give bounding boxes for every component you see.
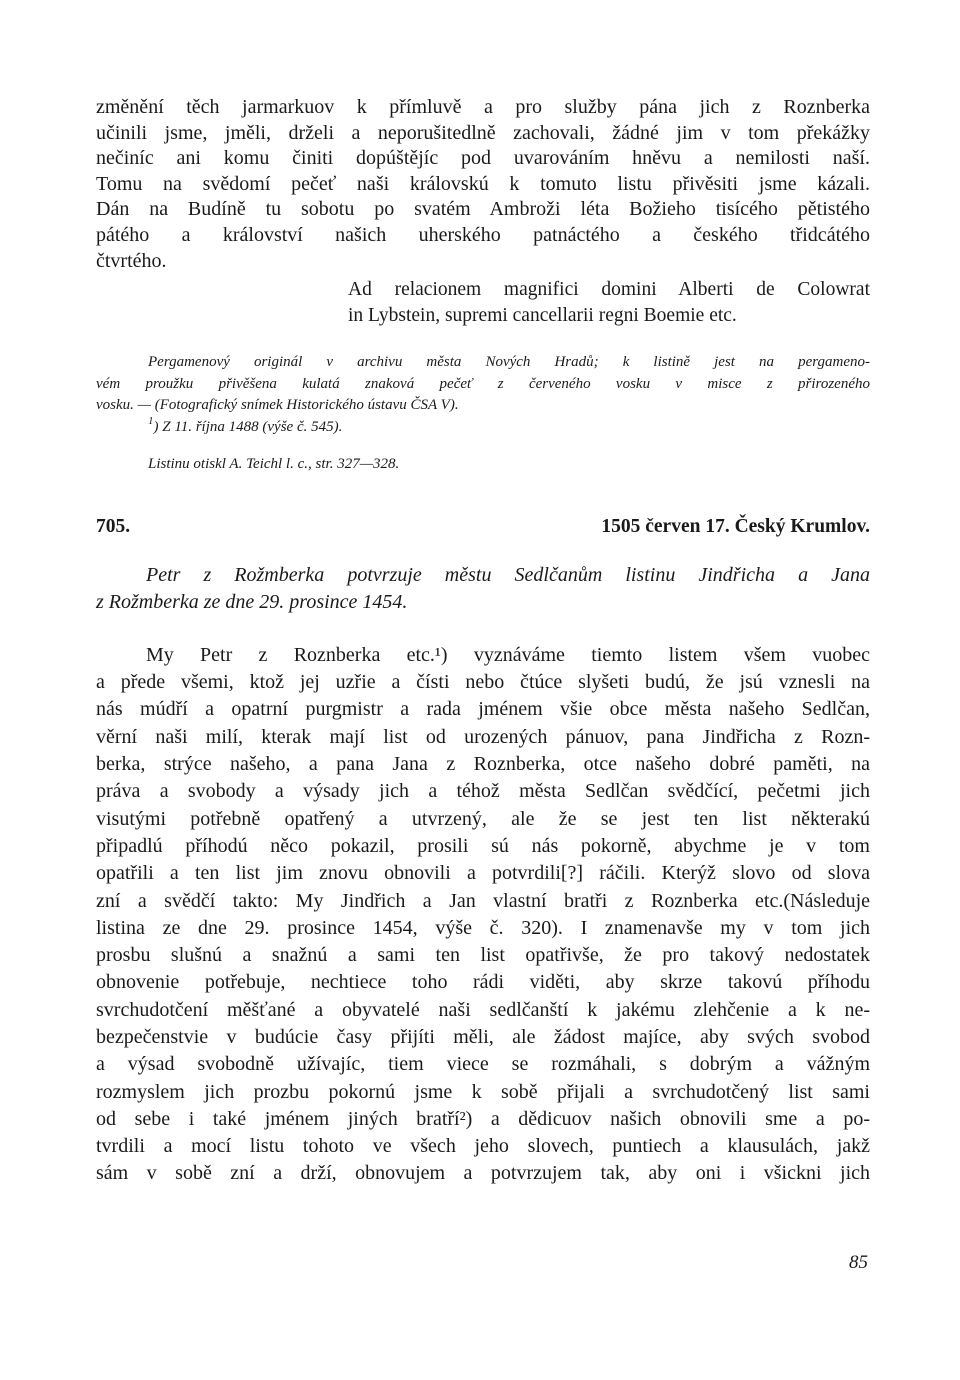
note-line: vém proužku přivěšena kulatá znaková pečeť z červeného vosku v misce z přirozeného (96, 375, 870, 392)
text-line: připadlú příhodú něco pokazil, prosili sú nás pokorně, abychme je v tom (96, 834, 870, 857)
text-line: rozmyslem jich prozbu pokornú jsme k sobě přijali a svrchudotčený list sami (96, 1080, 870, 1103)
document-page (96, 95, 870, 1188)
text-line: obnovenie potřebuje, nechtiece toho rádi viděti, aby skrze takovú příhodu (96, 971, 870, 994)
regest-line: Petr z Rožmberka potvrzuje městu Sedlčanům listinu Jindřicha a Jana (146, 563, 870, 586)
note-line: Pergamenový originál v archivu města Nových Hradů; k listině jest na pergameno- (148, 354, 870, 371)
footnote (148, 414, 870, 439)
text-line: berka, strýce našeho, a pana Jana z Roznberka, otce našeho dobré paměti, na (96, 753, 870, 776)
note-line: vosku. — (Fotografický snímek Historického ústavu ČSA V). (96, 397, 459, 414)
text-line: visutými potřebně opatřený a utvrzený, ale že se jest ten list některakú (96, 807, 870, 830)
entry-date-place: 1505 červen 17. Český Krumlov. (601, 515, 870, 537)
text-line: práva a svobody a výsady jich a téhož města Sedlčan svědčící, pečetmi jich (96, 780, 870, 803)
intro-paragraph (96, 95, 870, 274)
text-line: bezpečenstvie v budúcie časy přijíti měli, ale žádost majíce, aby svých svobod (96, 1026, 870, 1048)
text-line: věrní naši milí, kterak mají list od urozených pánuov, pana Jindřicha z Rozn- (96, 725, 870, 748)
text-line: opatřili a ten list jim znovu obnovili a potvrdili[?] ráčili. Kterýž slovo od slova (96, 862, 870, 885)
text-line: nečiníc ani komu činiti dopúštějíc pod uvarováním hněvu a nemilosti naší. (96, 147, 870, 170)
print-reference: Listinu otiskl A. Teichl l. c., str. 327—328. (148, 456, 400, 473)
text-line: čtvrtého. (96, 249, 167, 272)
text-line: sám v sobě zní a drží, obnovujem a potvrzujem tak, aby oni i všickni jich (96, 1162, 870, 1185)
text-line: svrchudotčení měšťané a obyvatelé naši sedlčanští k jakému zlehčenie a k ne- (96, 998, 870, 1021)
text-line: prosbu slušnú a snažnú a sami ten list opatřivše, že pro takový nedostatek (96, 944, 870, 967)
text-line: tvrdili a mocí listu tohoto ve všech jeho slovech, puntiech a klausulách, jakž (96, 1135, 870, 1158)
text-line: a výsad svobodně užívajíc, tiem viece se rozmáhali, s dobrým a vážným (96, 1053, 870, 1076)
text-line: od sebe i také jménem jiných bratří²) a dědicuov našich obnovili sme a po- (96, 1107, 870, 1130)
text-line: My Petr z Roznberka etc.¹) vyznáváme tiemto listem všem vuobec (146, 643, 870, 666)
text-line: a přede všemi, ktož jej uzřie a čísti nebo čtúce slyšeti budú, že jsú vznesli na (96, 671, 870, 694)
text-line: pátého a království našich uherského patnáctého a českého třidcátého (96, 223, 870, 246)
text-line: změnění těch jarmarkuov k přímluvě a pro služby pána jich z Roznberka (96, 96, 870, 118)
entry-number: 705. (96, 515, 131, 537)
signature-line: Ad relacionem magnifici domini Alberti de Colowrat (348, 279, 870, 301)
charter-text (96, 642, 870, 1188)
text-line: zní a svědčí takto: My Jindřich a Jan vlastní bratři z Roznberka etc.(Následuje (96, 889, 870, 912)
signature-line: in Lybstein, supremi cancellarii regni Boemie etc. (348, 304, 737, 326)
entry-heading (96, 516, 870, 538)
text-line: nás múdří a opatrní purgmistr a rada jménem všie obce města našeho Sedlčan, (96, 698, 870, 721)
regest (96, 562, 870, 616)
regest-line: z Rožmberka ze dne 29. prosince 1454. (96, 590, 408, 613)
archival-note (96, 352, 870, 438)
signature-block (348, 277, 870, 328)
text-line: učinili jsme, jměli, drželi a neporušitedlně zachovali, žádné jim v tom překážky (96, 121, 870, 144)
text-line: Dán na Budíně tu sobotu po svatém Ambroži léta Božieho tisícého pětistého (96, 198, 870, 221)
page-number: 85 (849, 1252, 868, 1273)
footnote-text: ) Z 11. října 1488 (výše č. 545). (153, 418, 343, 435)
text-line: Tomu na svědomí pečeť naši královskú k tomuto listu přivěsiti jsme kázali. (96, 172, 870, 195)
text-line: listina ze dne 29. prosince 1454, výše č. 320). I znamenavše my v tom jich (96, 916, 870, 939)
footnote-marker: 1 (148, 414, 154, 427)
